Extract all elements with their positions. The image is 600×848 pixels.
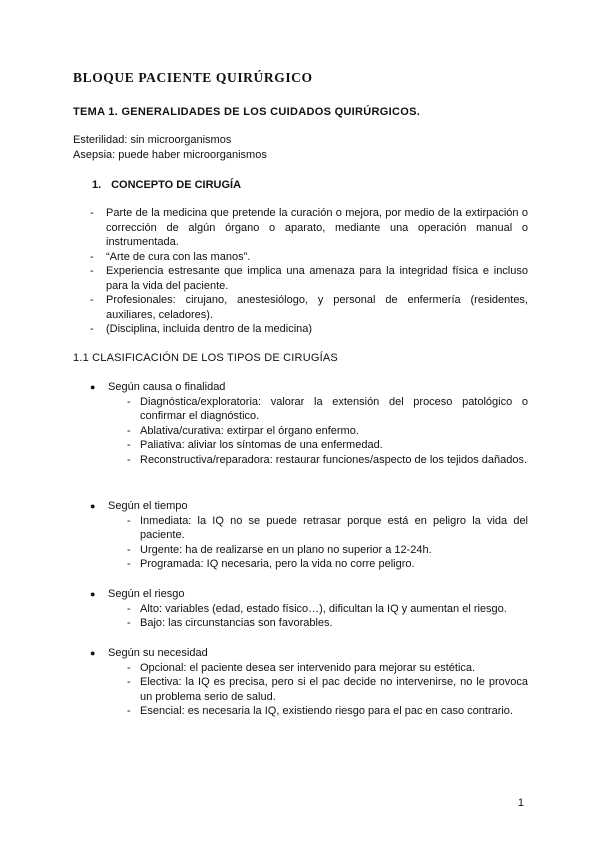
definitions	[73, 133, 533, 162]
list-item: - Ablativa/curativa: extirpar el órgano enfermo.	[127, 424, 528, 439]
list-item: - Bajo: las circunstancias son favorables.	[127, 616, 528, 631]
page-number: 1	[517, 797, 524, 809]
subsection-heading: 1.1 CLASIFICACIÓN DE LOS TIPOS DE CIRUGÍAS	[73, 352, 338, 364]
group-title	[90, 380, 528, 395]
list-item: - Opcional: el paciente desea ser intervenido para mejorar su estética.	[127, 661, 528, 676]
list-item: - Reconstructiva/reparadora: restaurar funciones/aspecto de los tejidos dañados.	[127, 453, 528, 468]
group-title	[90, 646, 528, 661]
list-item: - Profesionales: cirujano, anestesiólogo, y personal de enfermería (residentes, auxiliares, celadores).	[90, 293, 528, 322]
group-title-text: Según el tiempo	[108, 500, 188, 512]
list-item: - Paliativa: aliviar los síntomas de una enfermedad.	[127, 438, 528, 453]
list-item: - “Arte de cura con las manos”.	[90, 250, 528, 265]
group-list	[127, 602, 528, 631]
bullet-icon: ●	[90, 501, 96, 511]
list-item: - Parte de la medicina que pretende la curación o mejora, por medio de la extirpación o corrección de algún órgano o aparato, mediante una operación manual o instrumentada.	[90, 206, 528, 250]
group-title-text: Según su necesidad	[108, 647, 208, 659]
group-list	[127, 395, 528, 468]
list-item: - Experiencia estresante que implica una amenaza para la integridad física e incluso para la vida del paciente.	[90, 264, 528, 293]
list-item: - Diagnóstica/exploratoria: valorar la extensión del proceso patológico o confirmar el diagnóstico.	[127, 395, 528, 424]
concept-list	[90, 206, 528, 337]
list-item: - Electiva: la IQ es precisa, pero si el pac decide no intervenirse, no le provoca un problema serio de salud.	[127, 675, 528, 704]
group-title-text: Según el riesgo	[108, 588, 185, 600]
tema-title: TEMA 1. GENERALIDADES DE LOS CUIDADOS QUIRÚRGICOS.	[73, 106, 421, 118]
group-necesidad	[90, 646, 528, 719]
bullet-icon: ●	[90, 589, 96, 599]
section-heading	[92, 178, 241, 193]
section-title: CONCEPTO DE CIRUGÍA	[111, 179, 242, 191]
group-causa	[90, 380, 528, 467]
list-item: - Programada: IQ necesaria, pero la vida no corre peligro.	[127, 557, 528, 572]
group-riesgo	[90, 587, 528, 631]
group-tiempo	[90, 499, 528, 572]
section-number: 1.	[92, 179, 102, 191]
group-title	[90, 587, 528, 602]
group-title-text: Según causa o finalidad	[108, 381, 226, 393]
list-item: - Inmediata: la IQ no se puede retrasar porque está en peligro la vida del paciente.	[127, 514, 528, 543]
group-list	[127, 514, 528, 572]
list-item: - Esencial: es necesaria la IQ, existiendo riesgo para el pac en caso contrario.	[127, 704, 528, 719]
group-list	[127, 661, 528, 719]
group-title	[90, 499, 528, 514]
list-item: - (Disciplina, incluida dentro de la medicina)	[90, 322, 528, 337]
definition-esterilidad: Esterilidad: sin microorganismos	[73, 134, 232, 146]
list-item: - Urgente: ha de realizarse en un plano no superior a 12-24h.	[127, 543, 528, 558]
block-title: BLOQUE PACIENTE QUIRÚRGICO	[73, 70, 313, 85]
bullet-icon: ●	[90, 648, 96, 658]
list-item: - Alto: variables (edad, estado físico…), dificultan la IQ y aumentan el riesgo.	[127, 602, 528, 617]
bullet-icon: ●	[90, 382, 96, 392]
definition-asepsia: Asepsia: puede haber microorganismos	[73, 148, 267, 161]
